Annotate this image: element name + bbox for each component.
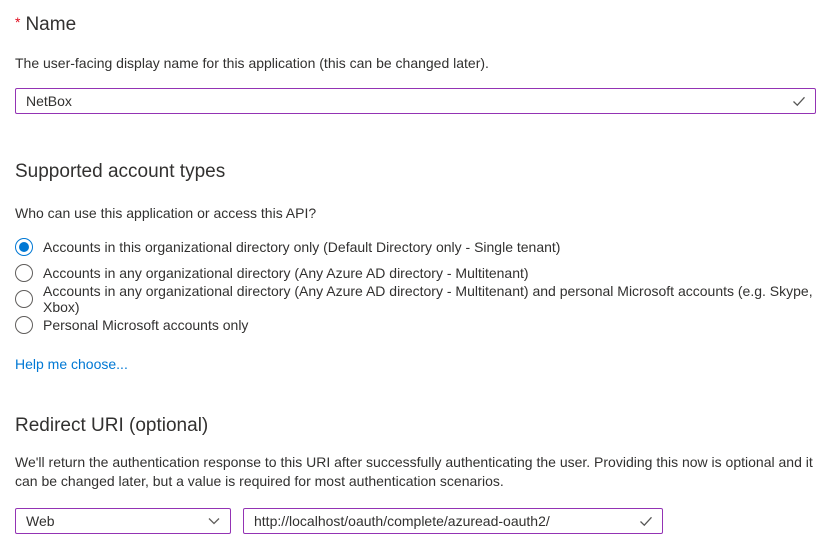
- help-me-choose-link[interactable]: Help me choose...: [15, 356, 128, 372]
- redirect-uri-input[interactable]: [243, 508, 663, 534]
- redirect-uri-input-container: [243, 508, 663, 534]
- radio-option-personal-only[interactable]: [15, 312, 816, 338]
- required-asterisk: *: [15, 14, 21, 30]
- radio-button-icon[interactable]: [15, 290, 33, 308]
- radio-button-icon[interactable]: [15, 264, 33, 282]
- name-description: The user-facing display name for this application (this can be changed later).: [15, 55, 489, 71]
- radio-button-icon[interactable]: [15, 316, 33, 334]
- radio-option-label: Accounts in this organizational directory only (Default Directory only - Single tenant): [43, 239, 561, 255]
- radio-option-label: Personal Microsoft accounts only: [43, 317, 249, 333]
- name-label: Name: [25, 14, 77, 35]
- account-types-section-title: Supported account types: [15, 161, 226, 182]
- redirect-uri-section-title: Redirect URI (optional): [15, 415, 209, 436]
- radio-option-label: Accounts in any organizational directory (Any Azure AD directory - Multitenant) and personal Microsoft accounts (e.g. Skype, Xbox): [43, 283, 813, 315]
- redirect-uri-row: [15, 508, 816, 534]
- name-section-title: [15, 10, 816, 37]
- platform-select[interactable]: [15, 508, 231, 534]
- radio-option-label: Accounts in any organizational directory (Any Azure AD directory - Multitenant): [43, 265, 529, 281]
- account-types-radio-group: [15, 234, 816, 338]
- radio-option-single-tenant[interactable]: [15, 234, 816, 260]
- radio-option-multitenant-personal[interactable]: [15, 283, 816, 315]
- chevron-down-icon: [207, 514, 221, 528]
- name-input-container: [15, 88, 816, 114]
- account-types-question: Who can use this application or access this API?: [15, 205, 317, 221]
- redirect-uri-description: We'll return the authentication response to this URI after successfully authenticating the user. Providing this now is optional and it can be changed later, but a value is required for most authentication scenarios.: [15, 454, 813, 489]
- platform-select-value: Web: [26, 513, 55, 529]
- name-input[interactable]: [15, 88, 816, 114]
- radio-button-icon[interactable]: [15, 238, 33, 256]
